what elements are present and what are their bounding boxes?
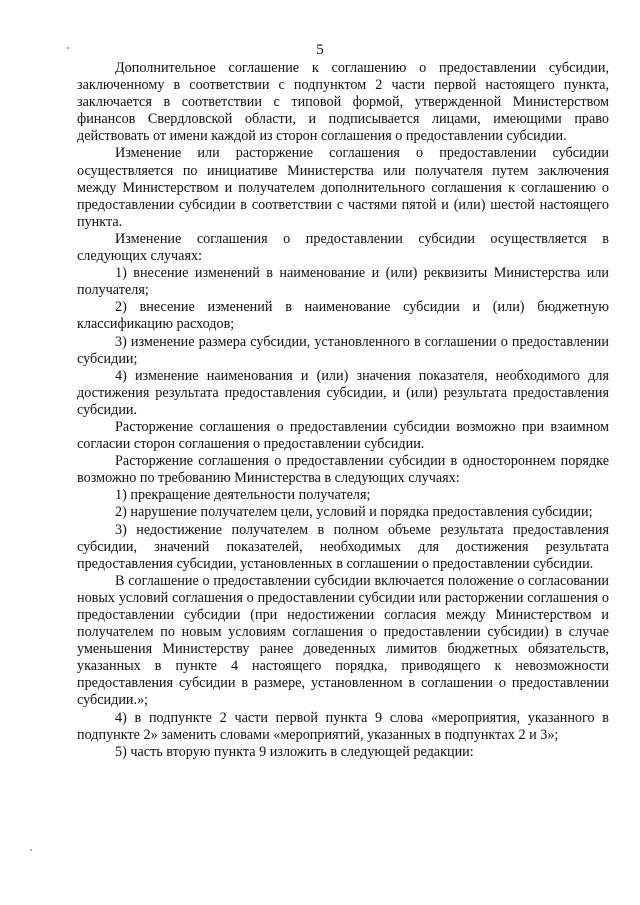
paragraph: Изменение соглашения о предоставлении субсидии осуществляется в следующих случаях: [77, 230, 609, 265]
document-body [77, 60, 609, 761]
paragraph: Расторжение соглашения о предоставлении субсидии в одностороннем порядке возможно по требованию Министерства в следующих случаях: [77, 453, 609, 487]
list-item: 2) нарушение получателем цели, условий и порядка предоставления субсидии; [115, 504, 593, 521]
page-number: 5 [316, 42, 324, 58]
paragraph: Расторжение соглашения о предоставлении субсидии возможно при взаимном согласии сторон соглашения о предоставлении субсидии. [77, 418, 609, 453]
paragraph: Дополнительное соглашение к соглашению о предоставлении субсидии, заключенному в соответствии с подпунктом 2 части первой настоящего пункта, заключается в соответствии с типовой формой, утвержденной Министерством финансов Свердловской области, и подписывается лицами, имеющими право действовать от имени каждой из сторон соглашения о предоставлении субсидии. [77, 60, 609, 145]
list-item: 1) прекращение деятельности получателя; [115, 487, 371, 504]
amendment-item: 4) в подпункте 2 части первой пункта 9 слова «мероприятия, указанного в подпункте 2» заменить словами «мероприятий, указанных в подпунктах 2 и 3»; [77, 709, 609, 743]
paragraph: В соглашение о предоставлении субсидии включается положение о согласовании новых условий соглашения о предоставлении субсидии или расторжении соглашения о предоставлении субсидии (при недостижении согласия между Министерством и получателем по новым условиям соглашения о предоставлении субсидии) в случае уменьшения Министерству ранее доведенных лимитов бюджетных обязательств, указанных в пункте 4 настоящего порядка, приводящего к невозможности предоставления субсидии в размере, установленном в соглашении о предоставлении субсидии.»; [77, 572, 609, 709]
scan-speck [30, 849, 32, 851]
list-item: 1) внесение изменений в наименование и (или) реквизиты Министерства или получателя; [77, 265, 609, 299]
list-item: 2) внесение изменений в наименование субсидии и (или) бюджетную классификацию расходов; [77, 299, 609, 333]
paragraph: Изменение или расторжение соглашения о предоставлении субсидии осуществляется по инициативе Министерства или получателя путем заключения между Министерством и получателем дополнительного соглашения к соглашению о предоставлении субсидии в соответствии с частями пятой и (или) шестой настоящего пункта. [77, 145, 609, 230]
list-item: 3) изменение размера субсидии, установленного в соглашении о предоставлении субсидии; [77, 333, 609, 367]
list-item: 3) недостижение получателем в полном объеме результата предоставления субсидии, значений показателей, необходимых для достижения результата предоставления субсидии, установленных в соглашении о предоставлении субсидии. [77, 521, 609, 572]
list-item: 4) изменение наименования и (или) значения показателя, необходимого для достижения результата предоставления субсидии, и (или) результата предоставления субсидии. [77, 367, 609, 418]
amendment-item: 5) часть вторую пункта 9 изложить в следующей редакции: [115, 743, 474, 760]
